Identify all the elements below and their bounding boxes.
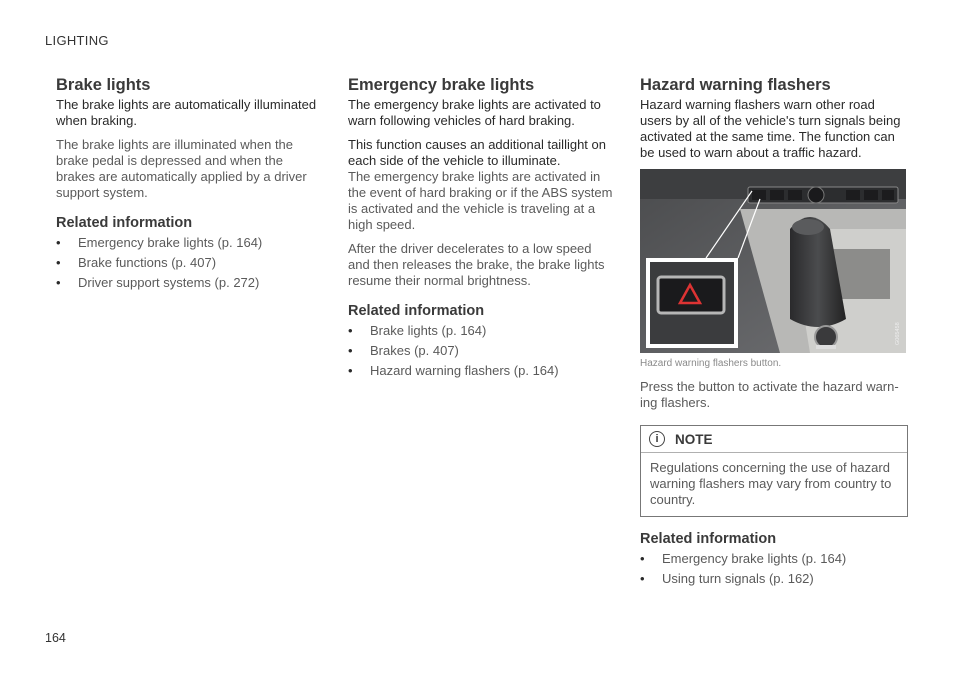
section-label: LIGHTING [45,33,109,48]
figure-caption: Hazard warning flashers button. [640,358,782,369]
related-link[interactable]: • Brakes (p. 407) [348,343,614,359]
related-link[interactable]: • Brake lights (p. 164) [348,323,614,339]
note-title: NOTE [675,431,713,447]
emergency-brake-lights-related-title: Related information [348,303,485,319]
brake-lights-title: Brake lights [56,76,151,94]
page-number: 164 [45,631,66,645]
related-link[interactable]: • Emergency brake lights (p. 164) [640,551,908,567]
hazard-related-title: Related information [640,531,777,547]
brake-lights-related-list [56,235,322,291]
hazard-button-photo [640,169,906,353]
related-link[interactable]: • Hazard warning flashers (p. 164) [348,363,614,379]
emergency-brake-lights-title: Emergency brake lights [348,76,535,94]
hazard-warning-flashers-section [640,76,908,591]
hazard-warning-flashers-lead: Hazard warning flashers warn other road users by all of the vehicle's turn signals being activated at the same time. The function can be used to warn about a traffic hazard. [640,97,901,160]
emergency-brake-lights-section [348,76,614,383]
brake-lights-related-title: Related information [56,215,193,231]
related-link[interactable]: • Using turn signals (p. 162) [640,571,908,587]
note-body: Regulations concerning the use of hazard warning flashers may vary from country to country. [650,460,892,507]
hazard-warning-flashers-body: Press the button to activate the hazard warn-ing flashers. [640,379,899,410]
related-link[interactable]: • Emergency brake lights (p. 164) [56,235,322,251]
emergency-brake-lights-lead-2: This function causes an additional taillight on each side of the vehicle to illuminate. [348,137,606,168]
related-link[interactable]: • Brake functions (p. 407) [56,255,322,271]
emergency-brake-lights-body-1: The emergency brake lights are activated in the event of hard braking or if the ABS system is activated and the vehicle is traveling at a high speed. [348,169,613,232]
brake-lights-section [56,76,322,295]
emergency-brake-lights-related-list [348,323,614,379]
info-icon: i [649,431,665,447]
related-link[interactable]: • Driver support systems (p. 272) [56,275,322,291]
note-header [641,426,907,453]
brake-lights-body: The brake lights are illuminated when the brake pedal is depressed and when the brakes are automatically applied by a driver support system. [56,137,307,200]
image-code: G065458 [895,322,901,345]
brake-lights-lead: The brake lights are automatically illuminated when braking. [56,97,317,128]
hazard-warning-flashers-title: Hazard warning flashers [640,76,831,94]
emergency-brake-lights-body-2: After the driver decelerates to a low speed and then releases the brake, the brake lights resume their normal brightness. [348,241,605,288]
hazard-related-list [640,551,908,587]
note-box [640,425,908,517]
emergency-brake-lights-lead-1: The emergency brake lights are activated to warn following vehicles of hard braking. [348,97,601,128]
